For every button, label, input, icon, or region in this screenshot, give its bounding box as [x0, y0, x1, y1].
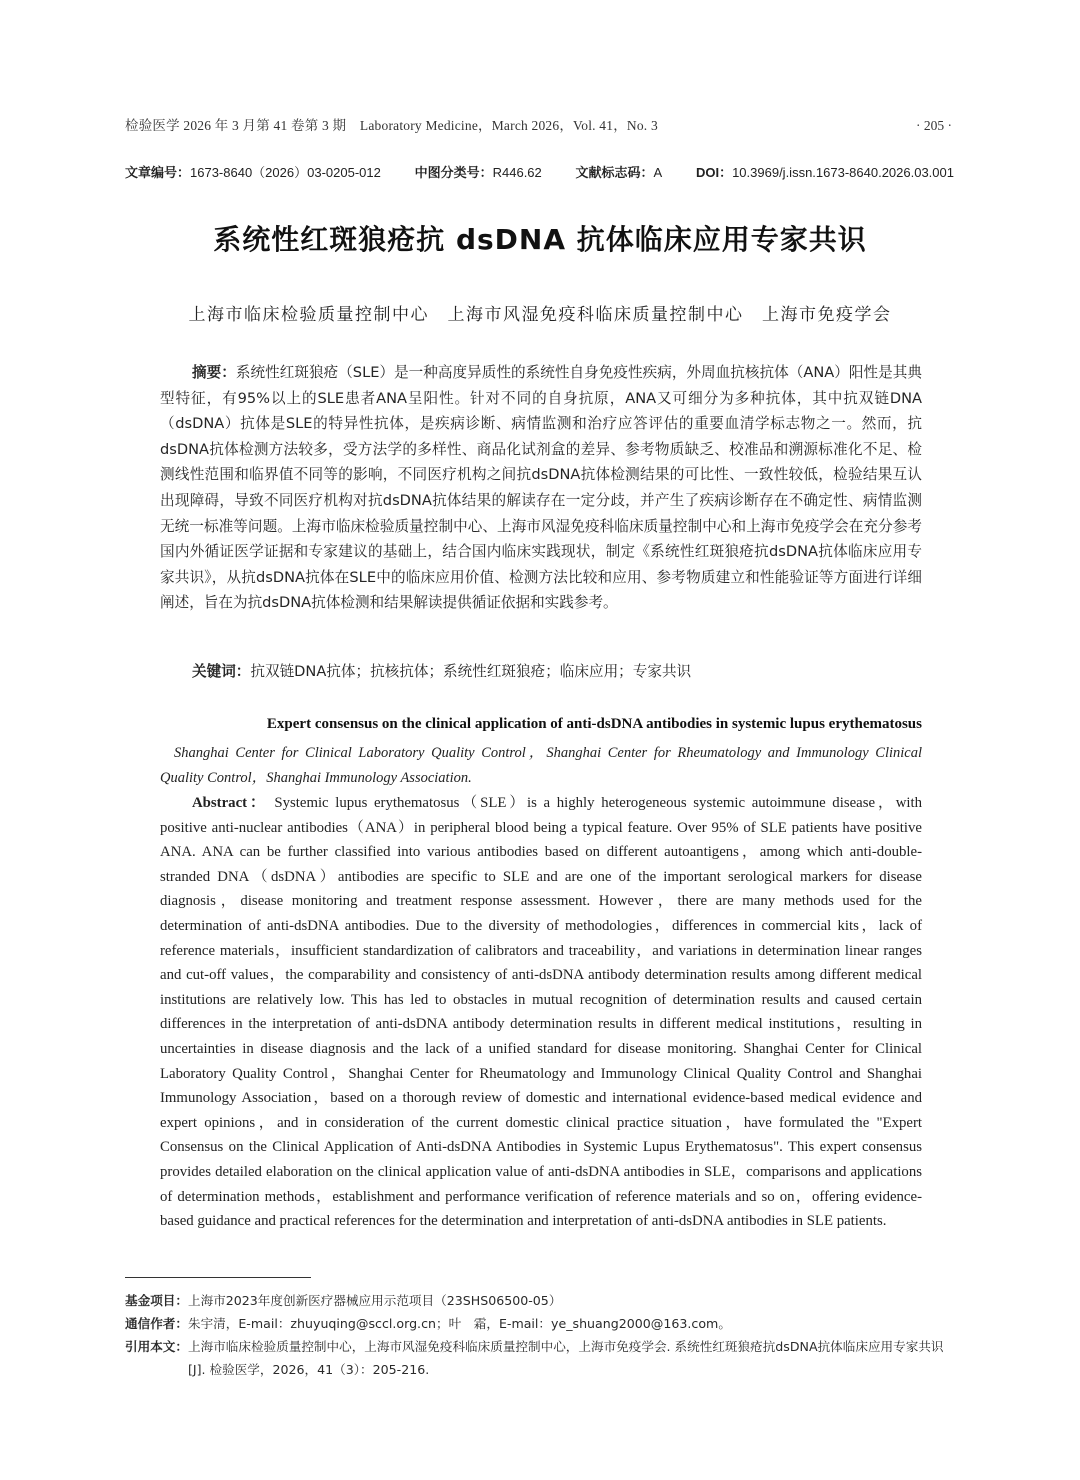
page-number: · 205 ·: [916, 118, 952, 133]
fund-note: 基金项目： 上海市2023年度创新医疗器械应用示范项目（23SHS06500-05）: [125, 1293, 562, 1308]
author-organizations: 上海市临床检验质量控制中心 上海市风湿免疫科临床质量控制中心 上海市免疫学会: [188, 305, 892, 325]
keywords-text: 抗双链DNA抗体；抗核抗体；系统性红斑狼疮；临床应用；专家共识: [250, 663, 692, 680]
english-authors: Shanghai Center for Clinical Laboratory Quality Control，Shanghai Center for Rheumatology and Immunology Clinical Quality Control，Shanghai Immunology Association.: [160, 745, 922, 786]
article-title: 系统性红斑狼疮抗 dsDNA 抗体临床应用专家共识: [213, 223, 867, 256]
abstract-en-label: Abstract：: [192, 795, 268, 811]
corresponding-author-note: 通信作者： 朱宇清，E-mail：zhuyuqing@sccl.org.cn；叶 霜，E-mail：ye_shuang2000@163.com。: [125, 1316, 731, 1331]
article-number: 文章编号：1673-8640（2026）03-0205-012: [125, 165, 381, 180]
citation-note: 引用本文： 上海市临床检验质量控制中心，上海市风湿免疫科临床质量控制中心，上海市免疫学会. 系统性红斑狼疮抗dsDNA抗体临床应用专家共识[J]. 检验医学，2026，41（3）：205-216.: [125, 1339, 944, 1377]
footnotes: [125, 1289, 957, 1381]
doi: DOI：10.3969/j.issn.1673-8640.2026.03.001: [695, 165, 954, 180]
journal-issue-line: 检验医学 2026 年 3 月第 41 卷第 3 期 Laboratory Medicine，March 2026，Vol. 41，No. 3: [125, 118, 658, 133]
chinese-abstract: [160, 360, 922, 616]
english-title: Expert consensus on the clinical application of anti-dsDNA antibodies in systemic lupus erythematosus: [266, 716, 922, 732]
footnote-divider: [125, 1277, 311, 1278]
abstract-en-text: Systemic lupus erythematosus（SLE）is a highly heterogeneous systemic autoimmune disease，with positive anti-nuclear antibodies（ANA）in peripheral blood being a typical feature. Over 95% of SLE patients have positive ANA. ANA can be further classified into various antibodies based on different autoantigens，among which anti-double-stranded DNA（dsDNA）antibodies are specific to SLE and are one of the important serological markers for disease diagnosis，disease monitoring and treatment response assessment. However，there are many methods used for the determination of anti-dsDNA antibodies. Due to the diversity of methodologies，differences in commercial kits，lack of reference materials，insufficient standardization of calibrators and traceability，and variations in determination linear ranges and cut-off values，the comparability and consistency of anti-dsDNA antibody determination results among different medical institutions are relatively low. This has led to obstacles in mutual recognition of determination results and caused certain differences in the interpretation of anti-dsDNA antibody determination results in different medical institutions，resulting in uncertainties in disease diagnosis and the lack of a unified standard for disease monitoring. Shanghai Center for Clinical Laboratory Quality Control，Shanghai Center for Rheumatology and Immunology Clinical Quality Control and Shanghai Immunology Association，based on a thorough review of domestic and international evidence-based medical evidence and expert opinions，and in consideration of the current domestic clinical practice situation，have formulated the "Expert Consensus on the Clinical Application of Anti-dsDNA Antibodies in Systemic Lupus Erythematosus". This expert consensus provides detailed elaboration on the clinical application value of anti-dsDNA antibodies in SLE，comparisons and applications of determination methods，establishment and performance verification of reference materials and so on，offering evidence-based guidance and practical references for the determination and interpretation of anti-dsDNA antibodies in SLE patients.: [160, 795, 923, 1230]
english-abstract: [160, 791, 922, 1234]
running-header: [125, 114, 952, 134]
abstract-label: 摘要：: [192, 364, 236, 381]
clc-number: 中图分类号：R446.62: [414, 165, 542, 180]
keywords-label: 关键词：: [192, 663, 251, 680]
abstract-text: 系统性红斑狼疮（SLE）是一种高度异质性的系统性自身免疫性疾病，外周血抗核抗体（ANA）阳性是其典型特征，有95%以上的SLE患者ANA呈阳性。针对不同的自身抗原，ANA又可细分为多种抗体，其中抗双链DNA（dsDNA）抗体是SLE的特异性抗体，是疾病诊断、病情监测和治疗应答评估的重要血清学标志物之一。然而，抗dsDNA抗体检测方法较多，受方法学的多样性、商品化试剂盒的差异、参考物质缺乏、校准品和溯源标准化不足、检测线性范围和临界值不同等的影响，不同医疗机构之间抗dsDNA抗体检测结果的可比性、一致性较低，检验结果互认出现障碍，导致不同医疗机构对抗dsDNA抗体结果的解读存在一定分歧，并产生了疾病诊断存在不确定性、病情监测无统一标准等问题。上海市临床检验质量控制中心、上海市风湿免疫科临床质量控制中心和上海市免疫学会在充分参考国内外循证医学证据和专家建议的基础上，结合国内临床实践现状，制定《系统性红斑狼疮抗dsDNA抗体临床应用专家共识》，从抗dsDNA抗体在SLE中的临床应用价值、检测方法比较和应用、参考物质建立和性能验证等方面进行详细阐述，旨在为抗dsDNA抗体检测和结果解读提供循证依据和实践参考。: [160, 364, 922, 612]
document-code: 文献标志码：A: [575, 165, 663, 180]
chinese-keywords: [192, 660, 922, 684]
article-metadata: [125, 162, 954, 181]
